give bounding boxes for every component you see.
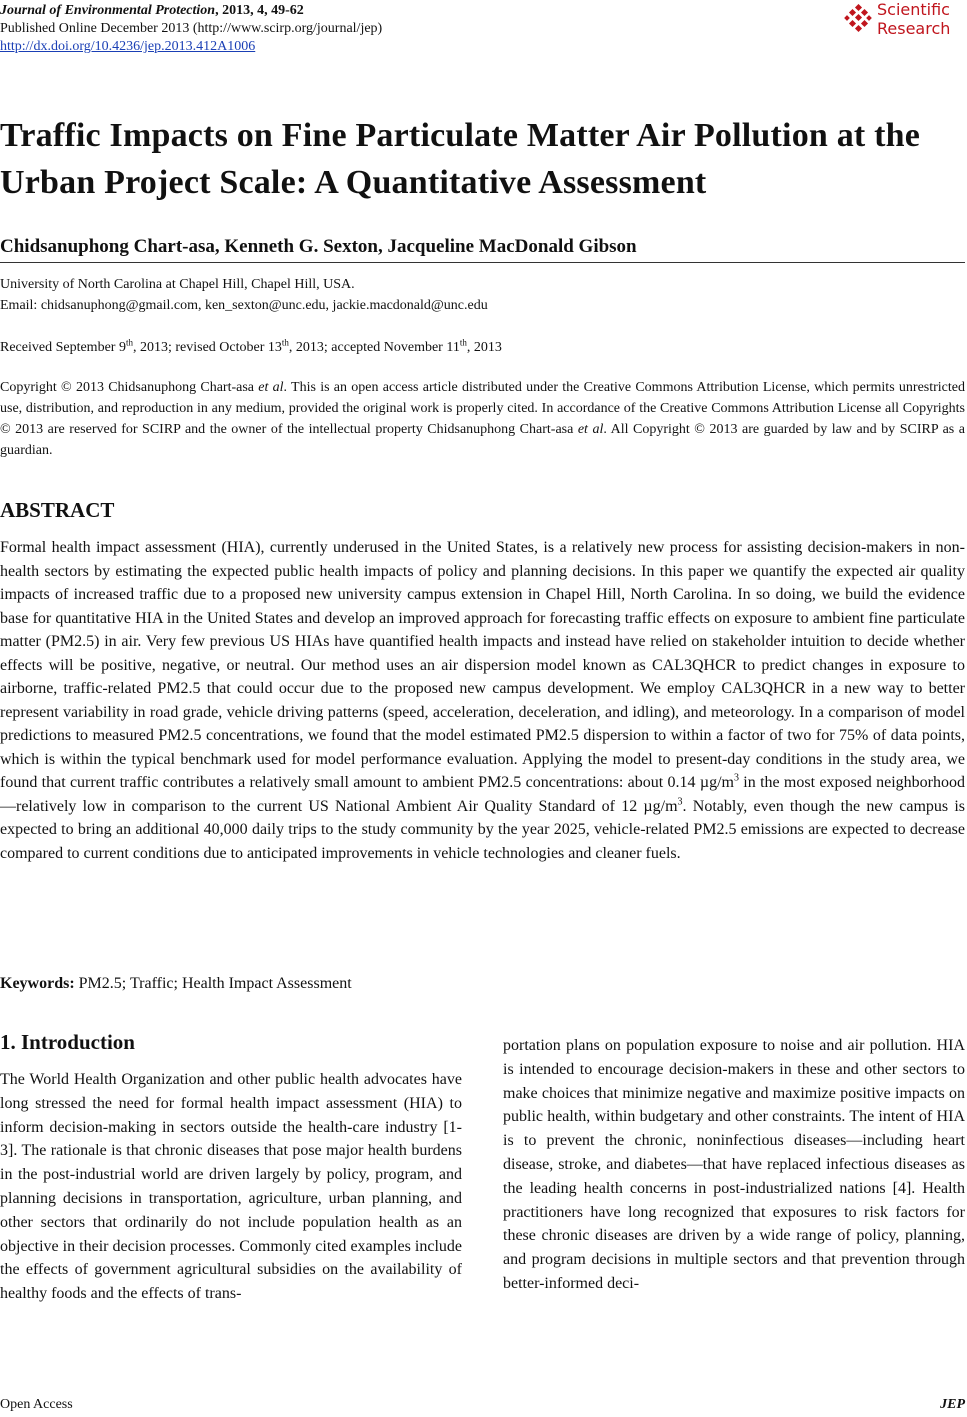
keywords <box>0 973 352 995</box>
ordinal-suffix: th <box>281 337 289 348</box>
superscript: 3 <box>677 796 683 808</box>
title-divider <box>0 262 965 263</box>
introduction-heading: 1. Introduction <box>0 1030 135 1054</box>
introduction-right-column: portation plans on population exposure to noise and air pollution. HIA is intended to encourage decision-makers in these and other sectors to make choices that minimize negative and maximize positive impacts on public health, within budgetary and other constraints. The intent of HIA is to prevent the chronic, noninfectious diseases—including heart disease, stroke, and diabetes—that have replaced infectious diseases as the leading health concerns in post-industrialized nations [4]. Health practitioners have long recognized that exposures to risk factors for these chronic diseases are driven by a wide range of policy, planning, and program decisions in multiple sectors and that prevention through better-informed deci- <box>503 1037 965 1292</box>
abstract-heading: ABSTRACT <box>0 498 115 522</box>
doi-link[interactable]: http://dx.doi.org/10.4236/jep.2013.412A1006 <box>0 39 256 54</box>
copyright-text: . All Copyright © 2013 are guarded by law and by SCIRP as a guardian. <box>0 422 965 458</box>
publisher-logo-text <box>877 0 950 38</box>
received-dates <box>0 339 502 357</box>
journal-volume: , 2013, 4, 49-62 <box>215 3 304 18</box>
keywords-label: Keywords: <box>0 975 75 992</box>
footer-journal-abbrev: JEP <box>940 1397 965 1412</box>
journal-header <box>0 2 967 62</box>
affiliation: University of North Carolina at Chapel Hill, Chapel Hill, USA. <box>0 277 355 292</box>
article-title: Traffic Impacts on Fine Particulate Matter Air Pollution at the Urban Project Scale: A Quantitative Assessment <box>0 117 921 201</box>
keywords-text: PM2.5; Traffic; Health Impact Assessment <box>74 975 352 992</box>
journal-name: Journal of Environmental Protection <box>0 3 216 18</box>
abstract-text: . Notably, even though the new campus is expected to bring an additional 40,000 daily trips to the study community by the year 2025, vehicle-related PM2.5 emissions are expected to decrease compared to current conditions due to anticipated improvements in vehicle technologies and cleaner fuels. <box>0 797 966 862</box>
et-al: et al <box>258 380 284 395</box>
journal-citation <box>0 2 967 20</box>
copyright-notice <box>0 377 965 461</box>
ordinal-suffix: th <box>125 337 133 348</box>
accepted-text: , 2013; accepted November 11 <box>288 340 460 355</box>
publisher-logo <box>843 0 963 42</box>
abstract-body <box>0 536 965 865</box>
received-text: Received September 9 <box>0 340 126 355</box>
abstract-text: in the most exposed neighborhood—relatively low in comparison to the current US National Ambient Air Quality Standard of 12 µg/m <box>0 774 965 815</box>
logo-line-2: Research <box>877 19 951 38</box>
author-emails: Email: chidsanuphong@gmail.com, ken_sexton@unc.edu, jackie.macdonald@unc.edu <box>0 298 488 313</box>
introduction-left-column: The World Health Organization and other public health advocates have long stressed the need for formal health impact assessment (HIA) to inform decision-making in sectors outside the health-care industry [1-3]. The rationale is that chronic diseases that pose major health burdens in the post-industrial world are driven largely by policy, program, and planning decisions in transportation, agriculture, urban planning, and other sectors that ordinarily do not include population health as an objective in their decision processes. Commonly cited examples include the effects of government agricultural subsidies on the availability of healthy foods and the effects of trans- <box>0 1071 462 1303</box>
et-al: et al <box>577 422 604 437</box>
superscript: 3 <box>733 772 739 784</box>
publisher-logo-icon <box>843 4 873 34</box>
abstract-text: Formal health impact assessment (HIA), currently underused in the United States, is a relatively new process for assisting decision-makers in non-health sectors by estimating the expected public health impacts of policy and planning decisions. In this paper we quantify the expected air quality impacts of increased traffic due to a proposed new university campus extension in Chapel Hill, North Carolina. In so doing, we build the evidence base for quantitative HIA in the United States and develop an improved approach for forecasting traffic effects on exposure to ambient fine particulate matter (PM2.5) in air. Very few previous US HIAs have quantified health impacts and instead have relied on stakeholder intuition to decide whether effects will be positive, negative, or neutral. Our method uses an air dispersion model known as CAL3QHCR to predict changes in exposure to airborne, traffic-related PM2.5 that could occur due to the proposed new campus development. We employ CAL3QHCR in a new way to better represent variability in road grade, vehicle driving patterns (speed, acceleration, deceleration, and idling), and meteorology. In a comparison of model predictions to measured PM2.5 concentrations, we found that the model estimated PM2.5 dispersion to within a factor of two for 75% of data points, which is within the typical benchmark used for model performance evaluation. Applying the model to present-day conditions in the study area, we found that current traffic contributes a relatively small amount to ambient PM2.5 concentrations: about 0.14 µg/m <box>0 539 965 791</box>
ordinal-suffix: th <box>459 337 467 348</box>
logo-line-1: Scientific <box>877 0 950 19</box>
year-text: , 2013 <box>466 340 502 355</box>
revised-text: , 2013; revised October 13 <box>132 340 282 355</box>
copyright-text: . This is an open access article distributed under the Creative Commons Attribution License, which permits unrestricted use, distribution, and reproduction in any medium, provided the original work is properly cited. In accordance of the Creative Commons Attribution License all Copyrights © 2013 are reserved for SCIRP and the owner of the intellectual property Chidsanuphong Chart-asa <box>0 380 965 437</box>
author-list: Chidsanuphong Chart-asa, Kenneth G. Sexton, Jacqueline MacDonald Gibson <box>0 236 637 257</box>
footer-open-access: Open Access <box>0 1397 73 1412</box>
published-online: Published Online December 2013 (http://www.scirp.org/journal/jep) <box>0 21 383 36</box>
copyright-text: Copyright © 2013 Chidsanuphong Chart-asa <box>0 380 259 395</box>
